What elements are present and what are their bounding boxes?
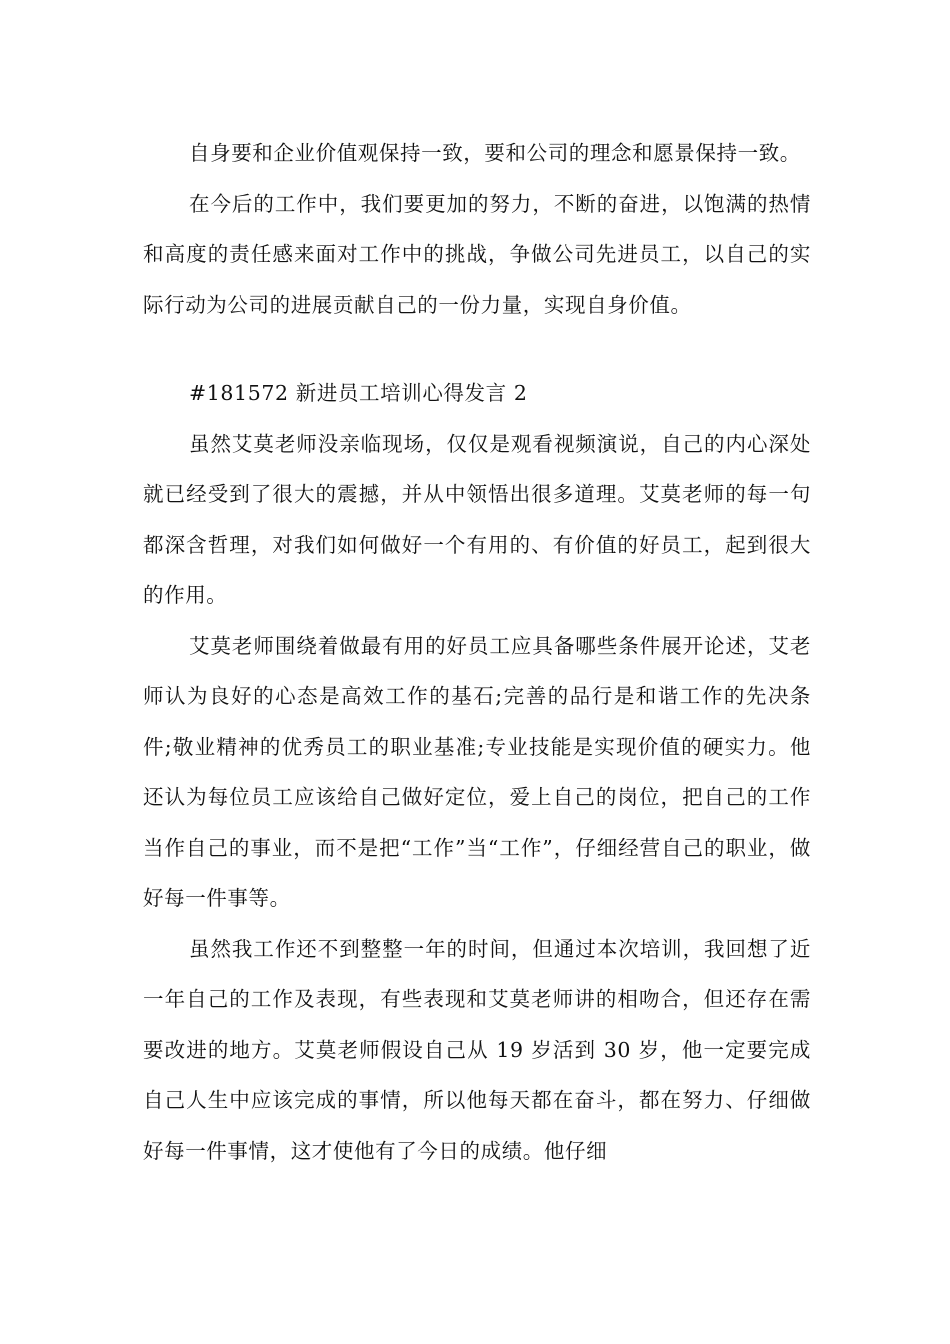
paragraph-1: 自身要和企业价值观保持一致，要和公司的理念和愿景保持一致。 [189,141,801,165]
paragraph-2: 在今后的工作中，我们要更加的努力，不断的奋进，以饱满的热情和高度的责任感来面对工作中的挑战，争做公司先进员工，以自己的实际行动为公司的进展贡献自己的一份力量，实现自身价值。 [143,191,811,317]
spacer [143,330,811,368]
paragraph-4: 艾莫老师围绕着做最有用的好员工应具备哪些条件展开论述，艾老师认为良好的心态是高效工作的基石;完善的品行是和谐工作的先决条件;敬业精神的优秀员工的职业基准;专业技能是实现价值的硬实力。他还认为每位员工应该给自己做好定位，爱上自己的岗位，把自己的工作当作自己的事业，而不是把“工作”当“工作”，仔细经营自己的职业，做好每一件事等。 [143,633,811,910]
paragraph-3: 虽然艾莫老师没亲临现场，仅仅是观看视频演说，自己的内心深处就已经受到了很大的震撼，并从中领悟出很多道理。艾莫老师的每一句都深含哲理，对我们如何做好一个有用的、有价值的好员工，起到很大的作用。 [143,431,811,607]
section-heading: #181572 新进员工培训心得发言 2 [189,381,528,405]
document-body [143,128,811,1176]
paragraph-5: 虽然我工作还不到整整一年的时间，但通过本次培训，我回想了近一年自己的工作及表现，有些表现和艾莫老师讲的相吻合，但还存在需要改进的地方。艾莫老师假设自己从 19 岁活到 30 岁，他一定要完成自己人生中应该完成的事情，所以他每天都在奋斗，都在努力、仔细做好每一件事情，这才使他有了今日的成绩。他仔细 [143,936,811,1163]
